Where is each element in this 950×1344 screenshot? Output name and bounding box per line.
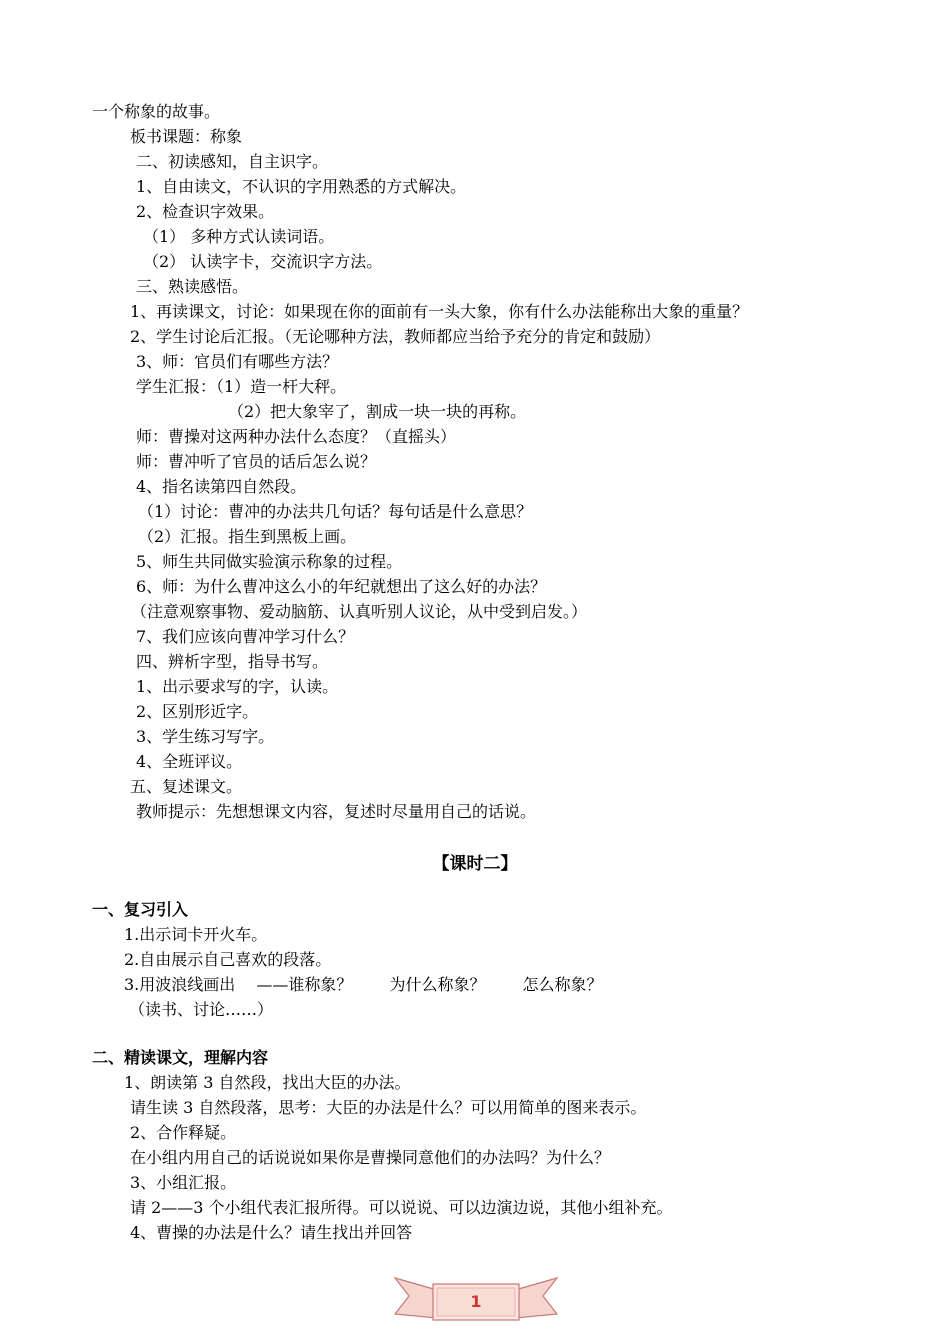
text-line: 板书课题：称象 (130, 127, 243, 146)
text-line: 4、全班评议。 (136, 752, 243, 771)
text-line: 学生汇报：（1）造一杆大秤。 (136, 377, 347, 396)
text-line: 2、区别形近字。 (136, 702, 259, 721)
text-line: 一个称象的故事。 (92, 102, 221, 121)
text-line: 教师提示：先想想课文内容，复述时尽量用自己的话说。 (136, 802, 537, 821)
list-item: 1.出示词卡开火车。 (124, 925, 268, 944)
text-line: 三、熟读感悟。 (136, 277, 249, 296)
list-item: 在小组内用自己的话说说如果你是曹操同意他们的办法吗？为什么？ (130, 1148, 611, 1167)
text-line: （2） 认读字卡，交流识字方法。 (143, 252, 383, 271)
text-line: 2、学生讨论后汇报。（无论哪种方法，教师都应当给予充分的肯定和鼓励） (130, 327, 661, 346)
text-line: 师：曹冲听了官员的话后怎么说？ (136, 452, 377, 471)
text-line: 6、师：为什么曹冲这么小的年纪就想出了这么好的办法？ (136, 577, 547, 596)
list-item: 3、小组汇报。 (130, 1173, 237, 1192)
section-heading-close-reading: 二、精读课文，理解内容 (92, 1048, 269, 1067)
text-line: （2）把大象宰了，割成一块一块的再称。 (228, 402, 527, 421)
section-heading-review: 一、复习引入 (92, 900, 189, 919)
text-line: 2、检查识字效果。 (136, 202, 275, 221)
list-item: 请 2——3 个小组代表汇报所得。可以说说、可以边演边说，其他小组补充。 (130, 1198, 673, 1217)
text-line: 5、师生共同做实验演示称象的过程。 (136, 552, 403, 571)
text-line: 3、师：官员们有哪些方法？ (136, 352, 339, 371)
list-item: 2.自由展示自己喜欢的段落。 (124, 950, 332, 969)
text-line: （1） 多种方式认读词语。 (143, 227, 335, 246)
text-line: 4、指名读第四自然段。 (136, 477, 307, 496)
text-line: 师：曹操对这两种办法什么态度？（直摇头） (136, 427, 457, 446)
lesson-two-title: 【课时二】 (432, 854, 518, 874)
text-line: （注意观察事物、爱动脑筋、认真听别人议论，从中受到启发。） (131, 602, 588, 621)
list-item: （读书、讨论……） (129, 1000, 274, 1019)
list-item: 1、朗读第 3 自然段，找出大臣的办法。 (124, 1073, 411, 1092)
text-line: （2）汇报。指生到黑板上画。 (138, 527, 357, 546)
list-item: 4、曹操的办法是什么？请生找出并回答 (130, 1223, 413, 1242)
text-line: 五、复述课文。 (130, 777, 243, 796)
text-line: 3、学生练习写字。 (136, 727, 275, 746)
text-line: 二、初读感知，自主识字。 (136, 152, 329, 171)
text-line: 1、自由读文，不认识的字用熟悉的方式解决。 (136, 177, 467, 196)
text-line: 四、辨析字型，指导书写。 (136, 652, 329, 671)
list-item: 请生读 3 自然段落，思考：大臣的办法是什么？可以用简单的图来表示。 (130, 1098, 647, 1117)
text-line: （1）讨论：曹冲的办法共几句话？每句话是什么意思？ (138, 502, 533, 521)
list-item: 3.用波浪线画出 ——谁称象？ 为什么称象？ 怎么称象？ (124, 975, 603, 994)
text-line: 1、再读课文，讨论：如果现在你的面前有一头大象，你有什么办法能称出大象的重量？ (130, 302, 749, 321)
list-item: 2、合作释疑。 (130, 1123, 237, 1142)
page-number: 1 (470, 1292, 482, 1311)
text-line: 1、出示要求写的字，认读。 (136, 677, 339, 696)
text-line: 7、我们应该向曹冲学习什么？ (136, 627, 355, 646)
